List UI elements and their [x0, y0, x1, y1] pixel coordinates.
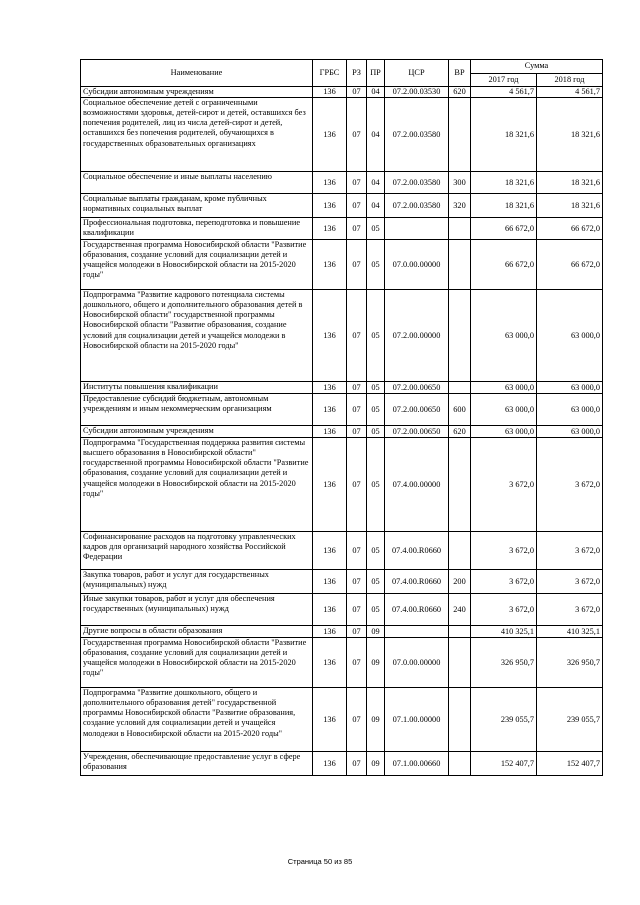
row-rz: 07: [347, 218, 367, 240]
row-csr: 07.2.00.00650: [385, 394, 449, 426]
table-row: [81, 752, 603, 776]
row-csr: 07.2.00.00650: [385, 382, 449, 394]
table-row: [81, 87, 603, 98]
row-pr: 05: [367, 290, 385, 382]
col-header-rz: РЗ: [347, 60, 367, 87]
row-grbs: 136: [313, 626, 347, 638]
row-csr: 07.2.00.03580: [385, 172, 449, 194]
row-csr: 07.4.00.00000: [385, 438, 449, 532]
row-grbs: 136: [313, 688, 347, 752]
row-sum-2018: 66 672,0: [537, 240, 603, 290]
row-rz: 07: [347, 394, 367, 426]
row-sum-2018: 63 000,0: [537, 426, 603, 438]
row-vr: 200: [449, 570, 471, 594]
row-csr: 07.1.00.00000: [385, 688, 449, 752]
row-sum-2018: 326 950,7: [537, 638, 603, 688]
row-csr: [385, 218, 449, 240]
row-csr: 07.2.00.03580: [385, 98, 449, 172]
budget-table: [80, 59, 603, 776]
row-vr: 620: [449, 426, 471, 438]
row-grbs: 136: [313, 426, 347, 438]
table-row: [81, 382, 603, 394]
row-sum-2017: 18 321,6: [471, 172, 537, 194]
table-row: [81, 172, 603, 194]
row-sum-2017: 410 325,1: [471, 626, 537, 638]
row-vr: [449, 438, 471, 532]
row-pr: 04: [367, 194, 385, 218]
table-row: [81, 426, 603, 438]
row-sum-2018: 3 672,0: [537, 570, 603, 594]
row-pr: 05: [367, 426, 385, 438]
row-rz: 07: [347, 172, 367, 194]
table-body: [81, 87, 603, 776]
row-csr: 07.2.00.03580: [385, 194, 449, 218]
row-pr: 05: [367, 570, 385, 594]
row-pr: 05: [367, 394, 385, 426]
row-vr: 240: [449, 594, 471, 626]
row-vr: 600: [449, 394, 471, 426]
row-name: Закупка товаров, работ и услуг для государственных (муниципальных) нужд: [81, 570, 313, 594]
row-pr: 09: [367, 626, 385, 638]
row-name: Государственная программа Новосибирской области "Развитие образования, создание условий для социализации детей и учащейся молодежи в Новосибирской области на 2015-2020 годы": [81, 240, 313, 290]
row-pr: 09: [367, 752, 385, 776]
row-csr: 07.4.00.R0660: [385, 594, 449, 626]
row-rz: 07: [347, 638, 367, 688]
row-vr: [449, 638, 471, 688]
row-grbs: 136: [313, 382, 347, 394]
row-sum-2017: 18 321,6: [471, 194, 537, 218]
row-sum-2017: 66 672,0: [471, 218, 537, 240]
col-header-vr: ВР: [449, 60, 471, 87]
row-sum-2017: 63 000,0: [471, 382, 537, 394]
row-sum-2017: 4 561,7: [471, 87, 537, 98]
row-vr: [449, 382, 471, 394]
row-grbs: 136: [313, 98, 347, 172]
row-grbs: 136: [313, 570, 347, 594]
row-sum-2017: 63 000,0: [471, 394, 537, 426]
col-header-pr: ПР: [367, 60, 385, 87]
row-grbs: 136: [313, 194, 347, 218]
col-header-name: Наименование: [81, 60, 313, 87]
table-row: [81, 218, 603, 240]
row-rz: 07: [347, 382, 367, 394]
row-sum-2017: 18 321,6: [471, 98, 537, 172]
row-vr: [449, 532, 471, 570]
row-sum-2018: 63 000,0: [537, 290, 603, 382]
row-rz: 07: [347, 752, 367, 776]
row-sum-2018: 3 672,0: [537, 532, 603, 570]
row-csr: [385, 626, 449, 638]
row-name: Иные закупки товаров, работ и услуг для обеспечения государственных (муниципальных) нужд: [81, 594, 313, 626]
row-csr: 07.2.00.03530: [385, 87, 449, 98]
row-csr: 07.4.00.R0660: [385, 532, 449, 570]
row-name: Предоставление субсидий бюджетным, автономным учреждениям и иным некоммерческим организациям: [81, 394, 313, 426]
row-rz: 07: [347, 626, 367, 638]
row-vr: [449, 688, 471, 752]
row-csr: 07.0.00.00000: [385, 240, 449, 290]
row-sum-2017: 63 000,0: [471, 290, 537, 382]
row-sum-2017: 152 407,7: [471, 752, 537, 776]
col-header-year-2018: 2018 год: [537, 74, 603, 87]
row-name: Профессиональная подготовка, переподготовка и повышение квалификации: [81, 218, 313, 240]
page-number: Страница 50 из 85: [287, 857, 353, 866]
row-pr: 04: [367, 87, 385, 98]
row-pr: 05: [367, 218, 385, 240]
row-vr: [449, 626, 471, 638]
row-csr: 07.0.00.00000: [385, 638, 449, 688]
row-pr: 05: [367, 382, 385, 394]
table-row: [81, 194, 603, 218]
row-name: Субсидии автономным учреждениям: [81, 87, 313, 98]
row-name: Учреждения, обеспечивающие предоставление услуг в сфере образования: [81, 752, 313, 776]
row-rz: 07: [347, 426, 367, 438]
row-sum-2018: 239 055,7: [537, 688, 603, 752]
row-grbs: 136: [313, 290, 347, 382]
row-vr: 300: [449, 172, 471, 194]
row-sum-2018: 410 325,1: [537, 626, 603, 638]
row-grbs: 136: [313, 752, 347, 776]
row-name: Подпрограмма "Развитие дошкольного, общего и дополнительного образования детей" государственной программы Новосибирской области "Развитие образования, создание условий для социализации детей и учащейся молодежи в Новосибирской области на 2015-2020 годы": [81, 688, 313, 752]
col-header-grbs: ГРБС: [313, 60, 347, 87]
row-vr: 320: [449, 194, 471, 218]
table-row: [81, 626, 603, 638]
row-csr: 07.4.00.R0660: [385, 570, 449, 594]
row-sum-2018: 18 321,6: [537, 194, 603, 218]
row-vr: 620: [449, 87, 471, 98]
row-rz: 07: [347, 98, 367, 172]
row-sum-2018: 4 561,7: [537, 87, 603, 98]
row-grbs: 136: [313, 394, 347, 426]
row-name: Софинансирование расходов на подготовку управленческих кадров для организаций народного хозяйства Российской Федерации: [81, 532, 313, 570]
row-sum-2018: 3 672,0: [537, 594, 603, 626]
row-rz: 07: [347, 688, 367, 752]
row-sum-2017: 63 000,0: [471, 426, 537, 438]
row-sum-2018: 152 407,7: [537, 752, 603, 776]
row-pr: 05: [367, 438, 385, 532]
row-grbs: 136: [313, 240, 347, 290]
row-name: Институты повышения квалификации: [81, 382, 313, 394]
row-name: Подпрограмма "Развитие кадрового потенциала системы дошкольного, общего и дополнительного образования детей в Новосибирской области" государственной программы Новосибирской области "Развитие образования, создание условий для социализации детей и учащейся молодежи в Новосибирской области на 2015-2020 годы": [81, 290, 313, 382]
row-rz: 07: [347, 570, 367, 594]
row-sum-2018: 66 672,0: [537, 218, 603, 240]
table-row: [81, 688, 603, 752]
row-pr: 04: [367, 98, 385, 172]
row-rz: 07: [347, 594, 367, 626]
row-csr: 07.2.00.00650: [385, 426, 449, 438]
row-sum-2017: 326 950,7: [471, 638, 537, 688]
table-row: [81, 570, 603, 594]
row-vr: [449, 98, 471, 172]
row-vr: [449, 240, 471, 290]
row-vr: [449, 290, 471, 382]
table-row: [81, 394, 603, 426]
row-grbs: 136: [313, 638, 347, 688]
row-grbs: 136: [313, 438, 347, 532]
row-sum-2017: 239 055,7: [471, 688, 537, 752]
row-name: Социальное обеспечение и иные выплаты населению: [81, 172, 313, 194]
row-sum-2017: 3 672,0: [471, 438, 537, 532]
row-grbs: 136: [313, 87, 347, 98]
table-row: [81, 594, 603, 626]
row-sum-2018: 63 000,0: [537, 382, 603, 394]
row-pr: 04: [367, 172, 385, 194]
row-sum-2017: 3 672,0: [471, 594, 537, 626]
row-sum-2017: 66 672,0: [471, 240, 537, 290]
row-pr: 05: [367, 240, 385, 290]
row-name: Государственная программа Новосибирской области "Развитие образования, создание условий для социализации детей и учащейся молодежи в Новосибирской области на 2015-2020 годы": [81, 638, 313, 688]
row-name: Субсидии автономным учреждениям: [81, 426, 313, 438]
row-vr: [449, 218, 471, 240]
row-sum-2018: 18 321,6: [537, 98, 603, 172]
row-grbs: 136: [313, 594, 347, 626]
row-sum-2018: 3 672,0: [537, 438, 603, 532]
table-row: [81, 240, 603, 290]
table-row: [81, 438, 603, 532]
col-header-csr: ЦСР: [385, 60, 449, 87]
row-rz: 07: [347, 532, 367, 570]
row-sum-2018: 18 321,6: [537, 172, 603, 194]
row-grbs: 136: [313, 532, 347, 570]
row-csr: 07.1.00.00660: [385, 752, 449, 776]
row-name: Социальные выплаты гражданам, кроме публичных нормативных социальных выплат: [81, 194, 313, 218]
row-rz: 07: [347, 87, 367, 98]
row-grbs: 136: [313, 172, 347, 194]
row-sum-2017: 3 672,0: [471, 570, 537, 594]
row-name: Другие вопросы в области образования: [81, 626, 313, 638]
table-row: [81, 532, 603, 570]
row-name: Подпрограмма "Государственная поддержка развития системы высшего образования в Новосибирской области" государственной программы Новосибирской области "Развитие образования, создание условий для социализации детей и учащейся молодежи в Новосибирской области на 2015-2020 годы": [81, 438, 313, 532]
row-pr: 09: [367, 688, 385, 752]
row-sum-2018: 63 000,0: [537, 394, 603, 426]
col-header-sum: Сумма: [471, 60, 603, 74]
row-rz: 07: [347, 290, 367, 382]
row-rz: 07: [347, 240, 367, 290]
row-sum-2017: 3 672,0: [471, 532, 537, 570]
row-rz: 07: [347, 438, 367, 532]
row-name: Социальное обеспечение детей с ограниченными возможностями здоровья, детей-сирот и детей, оставшихся без попечения родителей, лиц из числа детей-сирот и детей, оставшихся без попечения родителей, обучающихся в государственных образовательных организациях: [81, 98, 313, 172]
table-row: [81, 290, 603, 382]
table-row: [81, 98, 603, 172]
row-csr: 07.2.00.00000: [385, 290, 449, 382]
col-header-year-2017: 2017 год: [471, 74, 537, 87]
row-grbs: 136: [313, 218, 347, 240]
row-vr: [449, 752, 471, 776]
row-rz: 07: [347, 194, 367, 218]
row-pr: 05: [367, 532, 385, 570]
row-pr: 05: [367, 594, 385, 626]
table-row: [81, 638, 603, 688]
row-pr: 09: [367, 638, 385, 688]
